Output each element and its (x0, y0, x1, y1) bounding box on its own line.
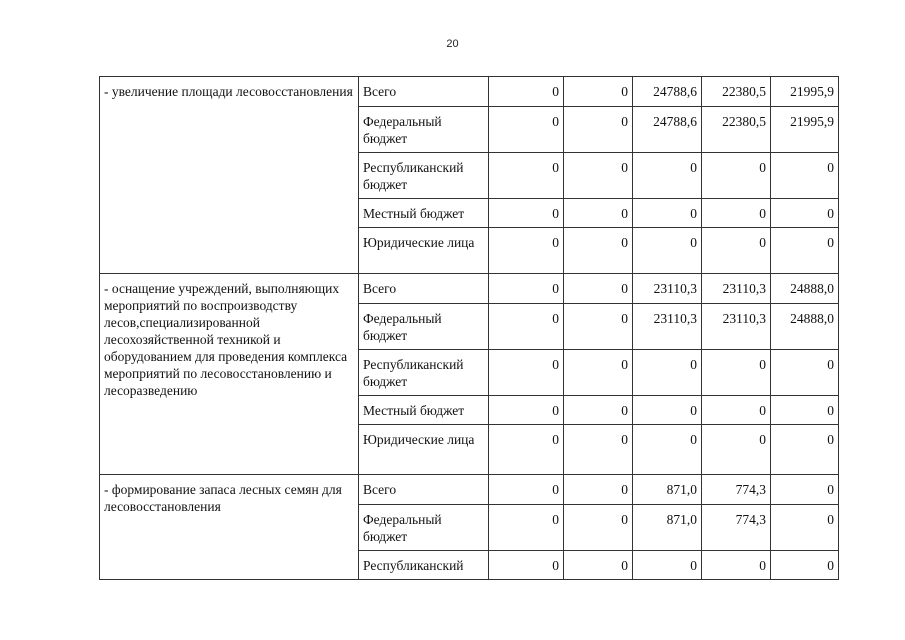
value-cell: 0 (771, 350, 839, 396)
value-cell: 0 (489, 350, 564, 396)
value-cell: 23110,3 (702, 304, 771, 350)
value-cell: 0 (633, 199, 702, 228)
value-cell: 0 (489, 551, 564, 580)
value-cell: 21995,9 (771, 107, 839, 153)
activity-cell: - увеличение площади лесовосстановления (100, 77, 359, 274)
value-cell: 0 (702, 228, 771, 274)
value-cell: 0 (564, 475, 633, 505)
value-cell: 0 (564, 153, 633, 199)
value-cell: 0 (702, 199, 771, 228)
value-cell: 0 (489, 304, 564, 350)
value-cell: 24888,0 (771, 274, 839, 304)
value-cell: 23110,3 (702, 274, 771, 304)
funding-source-cell: Федеральный бюджет (359, 505, 489, 551)
value-cell: 0 (564, 350, 633, 396)
funding-source-cell: Юридические лица (359, 425, 489, 475)
value-cell: 0 (564, 274, 633, 304)
value-cell: 0 (702, 350, 771, 396)
value-cell: 0 (564, 199, 633, 228)
funding-source-cell: Федеральный бюджет (359, 304, 489, 350)
value-cell: 0 (702, 396, 771, 425)
value-cell: 0 (564, 107, 633, 153)
value-cell: 23110,3 (633, 304, 702, 350)
value-cell: 0 (489, 396, 564, 425)
value-cell: 0 (564, 304, 633, 350)
table-row (100, 274, 839, 304)
page-number: 20 (446, 38, 459, 50)
funding-table-body (100, 77, 839, 580)
value-cell: 0 (489, 228, 564, 274)
value-cell: 0 (633, 396, 702, 425)
value-cell: 0 (771, 396, 839, 425)
funding-source-cell: Местный бюджет (359, 199, 489, 228)
value-cell: 22380,5 (702, 107, 771, 153)
funding-source-cell: Всего (359, 77, 489, 107)
value-cell: 24888,0 (771, 304, 839, 350)
funding-source-cell: Местный бюджет (359, 396, 489, 425)
value-cell: 23110,3 (633, 274, 702, 304)
funding-source-cell: Республиканский бюджет (359, 153, 489, 199)
value-cell: 0 (771, 505, 839, 551)
table-row (100, 77, 839, 107)
value-cell: 21995,9 (771, 77, 839, 107)
value-cell: 0 (489, 425, 564, 475)
funding-source-cell: Юридические лица (359, 228, 489, 274)
value-cell: 0 (633, 551, 702, 580)
value-cell: 0 (489, 475, 564, 505)
value-cell: 0 (771, 475, 839, 505)
table-row (100, 475, 839, 505)
value-cell: 22380,5 (702, 77, 771, 107)
value-cell: 0 (564, 425, 633, 475)
activity-cell: - оснащение учреждений, выполняющих мероприятий по воспроизводству лесов,специализированной лесохозяйственной техникой и оборудованием для проведения комплекса мероприятий по лесовосстановлению и лесоразведению (100, 274, 359, 475)
value-cell: 774,3 (702, 475, 771, 505)
value-cell: 0 (771, 199, 839, 228)
value-cell: 0 (633, 425, 702, 475)
value-cell: 0 (564, 551, 633, 580)
value-cell: 0 (489, 274, 564, 304)
value-cell: 0 (564, 77, 633, 107)
value-cell: 0 (489, 505, 564, 551)
value-cell: 0 (564, 396, 633, 425)
value-cell: 0 (633, 153, 702, 199)
value-cell: 0 (702, 153, 771, 199)
value-cell: 24788,6 (633, 77, 702, 107)
funding-source-cell: Республиканский бюджет (359, 350, 489, 396)
value-cell: 0 (489, 107, 564, 153)
value-cell: 871,0 (633, 475, 702, 505)
value-cell: 0 (633, 228, 702, 274)
value-cell: 0 (702, 551, 771, 580)
value-cell: 0 (564, 505, 633, 551)
value-cell: 0 (633, 350, 702, 396)
value-cell: 0 (771, 153, 839, 199)
value-cell: 774,3 (702, 505, 771, 551)
value-cell: 24788,6 (633, 107, 702, 153)
value-cell: 0 (702, 425, 771, 475)
funding-source-cell: Федеральный бюджет (359, 107, 489, 153)
funding-source-cell: Всего (359, 274, 489, 304)
value-cell: 0 (771, 551, 839, 580)
funding-source-cell: Всего (359, 475, 489, 505)
funding-table (99, 76, 839, 580)
activity-cell: - формирование запаса лесных семян для лесовосстановления (100, 475, 359, 580)
value-cell: 871,0 (633, 505, 702, 551)
value-cell: 0 (489, 77, 564, 107)
value-cell: 0 (771, 425, 839, 475)
value-cell: 0 (489, 153, 564, 199)
value-cell: 0 (771, 228, 839, 274)
value-cell: 0 (489, 199, 564, 228)
value-cell: 0 (564, 228, 633, 274)
funding-source-cell: Республиканский (359, 551, 489, 580)
